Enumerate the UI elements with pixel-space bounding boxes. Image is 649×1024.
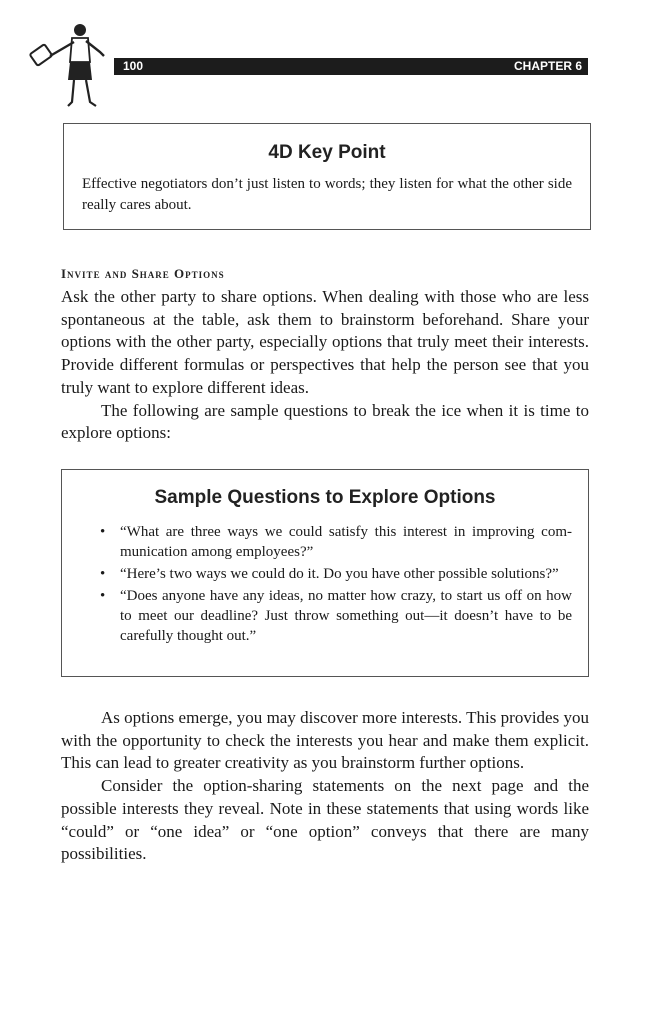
sample-questions-list [100, 522, 572, 646]
sample-questions-box [61, 469, 589, 677]
closing-paragraph-1: As options emerge, you may discover more interests. This provides you with the opportunity to check the interests you hear and make them explicit. This can lead to greater creativity as you brainstorm further options. [61, 708, 589, 773]
bullet-icon: • [100, 566, 106, 582]
bullet-icon: • [100, 588, 106, 604]
businesswoman-illustration [28, 18, 108, 110]
sample-questions-title: Sample Questions to Explore Options [154, 487, 496, 508]
closing-paragraph-2: Consider the option-sharing statements on the next page and the possible interests they reveal. Note in these statements that using words like “could” or “one idea” or “one option” conveys that there are many possibilities. [61, 776, 589, 864]
page-number: 100 [123, 59, 144, 73]
list-item: • “Does anyone have any ideas, no matter how crazy, to start us off on how to meet our deadline? Just throw something out—it doesn’t have to be carefully thought out.” [100, 588, 572, 644]
section-paragraph-1: Ask the other party to share options. When dealing with those who are less spontaneous at the table, ask them to brainstorm beforehand. Share your options with the other party, especially options that truly meet their interests. Provide different formulas or perspectives that help the person see that you truly want to explore different ideas. [61, 287, 589, 397]
section-heading: Invite and Share Options [61, 266, 225, 281]
key-point-box [63, 123, 591, 230]
bullet-icon: • [100, 524, 106, 540]
list-item: • “What are three ways we could satisfy this interest in improving communication among employees?” [100, 524, 572, 560]
closing-body [61, 707, 589, 866]
key-point-title: 4D Key Point [268, 142, 386, 163]
list-item: • “Here’s two ways we could do it. Do you have other possible solutions?” [100, 566, 559, 582]
section-body [61, 286, 589, 445]
running-header [114, 58, 588, 75]
key-point-text: Effective negotiators don’t just listen to words; they listen for what the other side really cares about. [82, 176, 572, 213]
chapter-label: CHAPTER 6 [513, 59, 582, 73]
section-paragraph-2: The following are sample questions to break the ice when it is time to explore options: [61, 400, 589, 443]
